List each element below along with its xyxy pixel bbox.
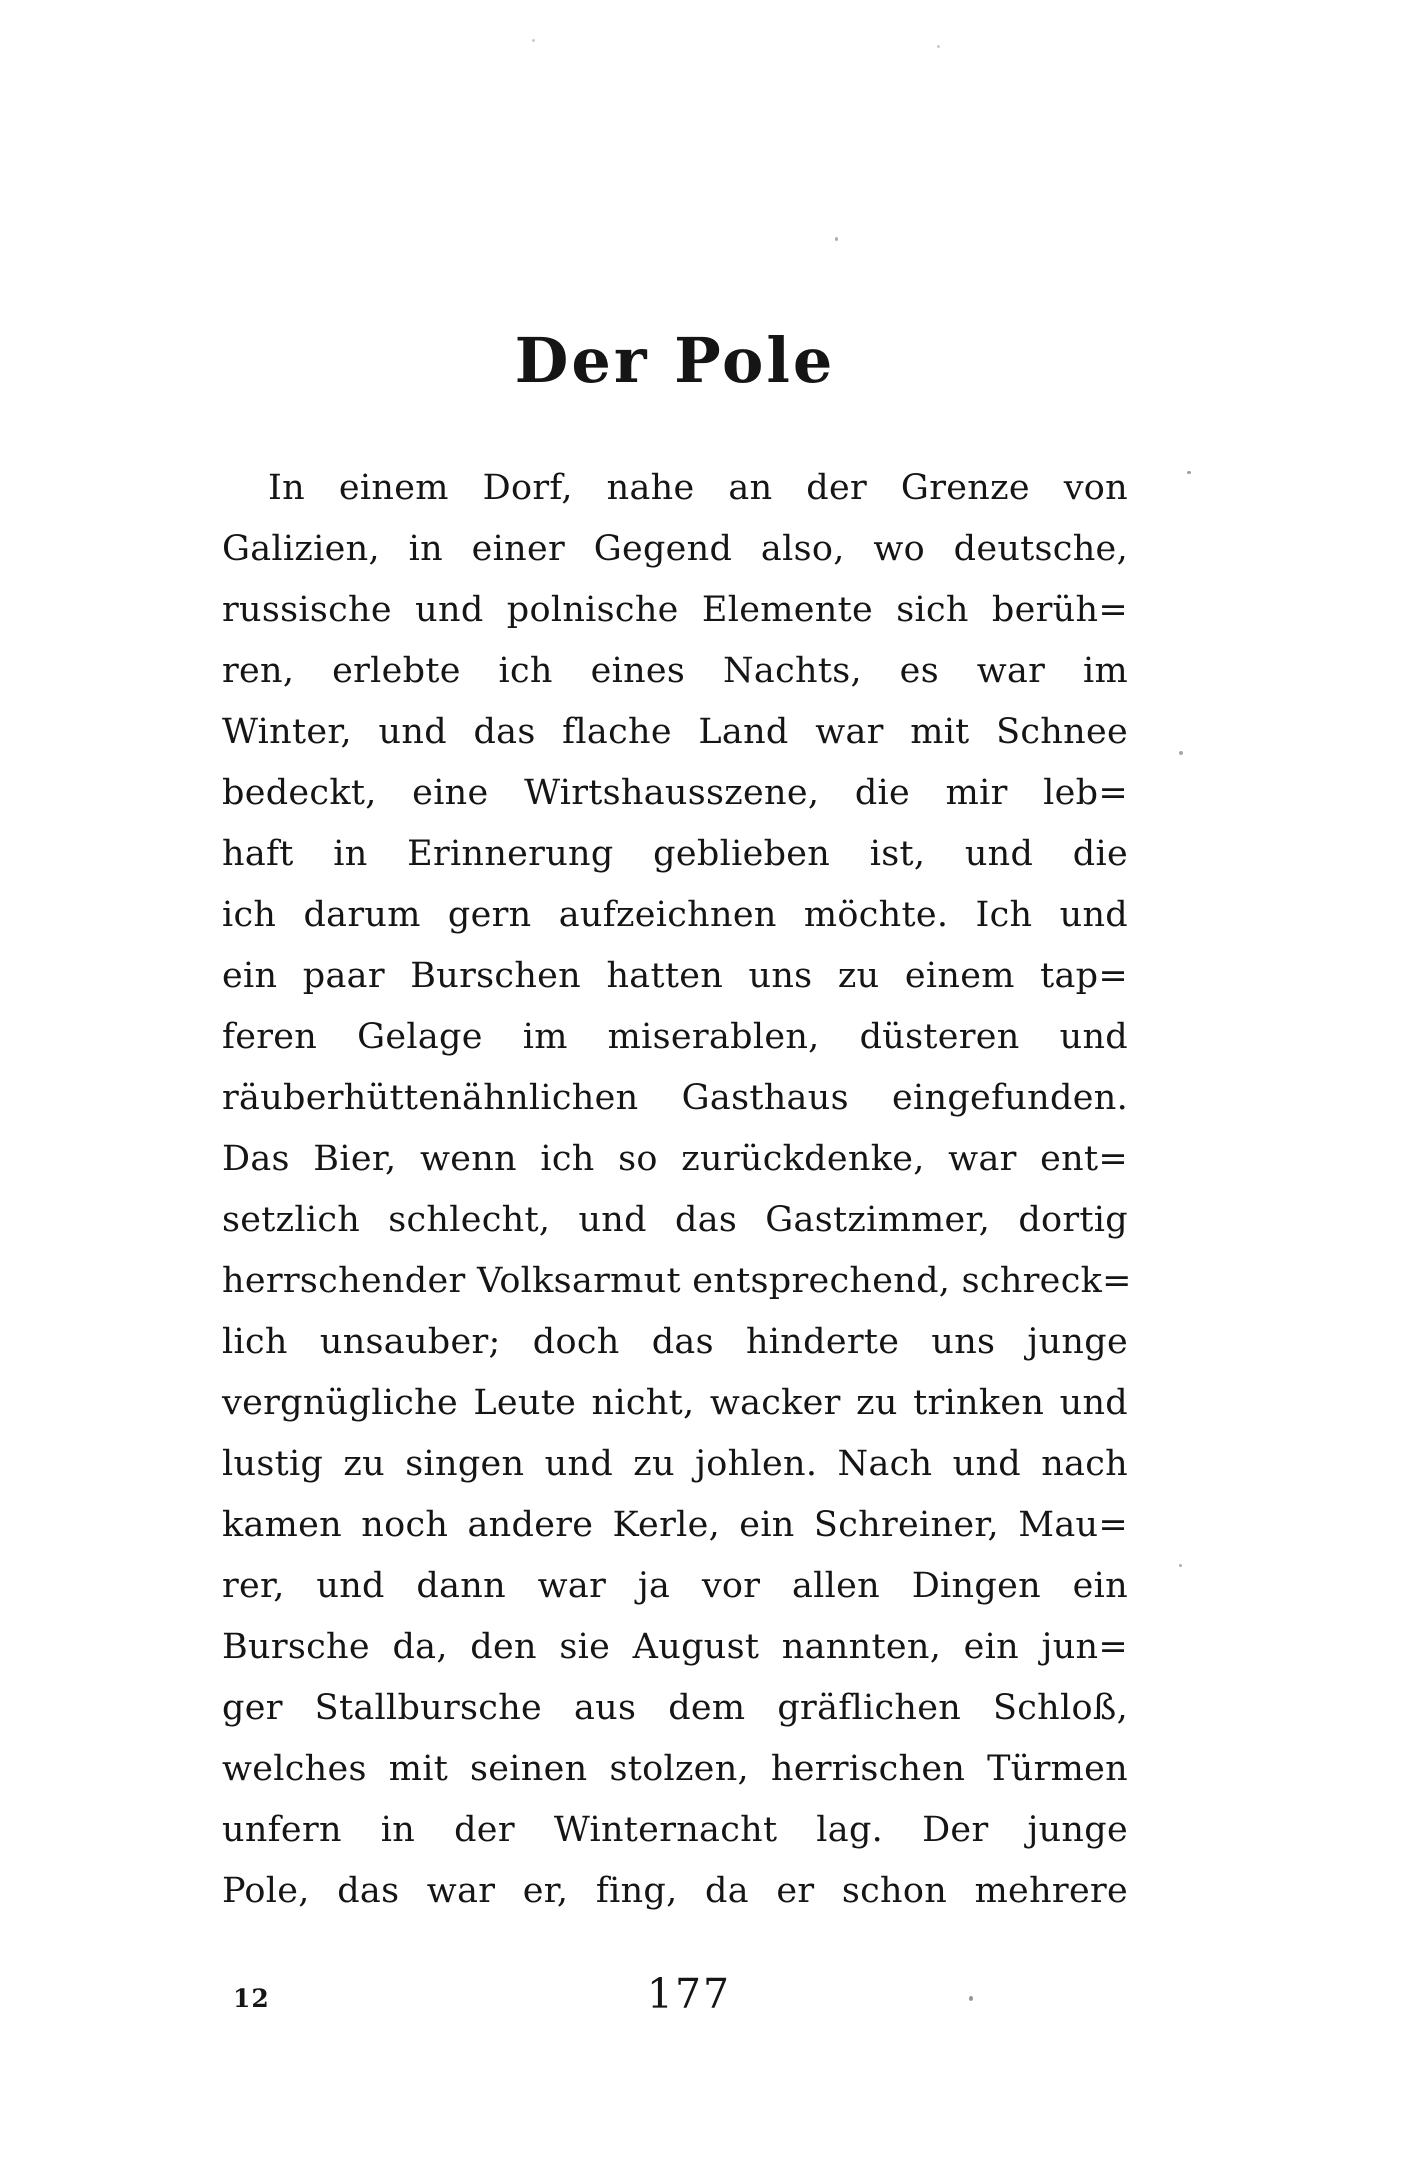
text-line: kamen noch andere Kerle, ein Schreiner, Mau= [222, 1505, 1128, 1545]
text-line: russische und polnische Elemente sich berüh= [222, 590, 1128, 630]
text-line: haft in Erinnerung geblieben ist, und die [222, 834, 1128, 874]
text-line: welches mit seinen stolzen, herrischen Türmen [222, 1749, 1128, 1789]
text-line: In einem Dorf, nahe an der Grenze von [268, 468, 1128, 508]
text-line: setzlich schlecht, und das Gastzimmer, dortig [222, 1200, 1128, 1240]
text-line: herrschender Volksarmut entsprechend, schreck= [222, 1261, 1132, 1301]
scan-speck [1187, 471, 1191, 474]
text-line: Winter, und das flache Land war mit Schnee [222, 712, 1128, 752]
scan-speck [937, 45, 940, 48]
text-line: ein paar Burschen hatten uns zu einem tap= [222, 956, 1128, 996]
scan-speck [835, 237, 838, 241]
text-line: bedeckt, eine Wirtshausszene, die mir leb= [222, 773, 1128, 813]
text-line: Galizien, in einer Gegend also, wo deutsche, [222, 529, 1128, 569]
text-line: vergnügliche Leute nicht, wacker zu trinken und [222, 1383, 1128, 1423]
text-line: Bursche da, den sie August nannten, ein jun= [222, 1627, 1128, 1667]
page-number: 177 [646, 1970, 732, 2018]
text-line: lustig zu singen und zu johlen. Nach und nach [222, 1444, 1128, 1484]
text-line: ger Stallbursche aus dem gräflichen Schloß, [222, 1688, 1128, 1728]
text-line: ren, erlebte ich eines Nachts, es war im [222, 651, 1128, 691]
text-line: Pole, das war er, fing, da er schon mehrere [222, 1871, 1128, 1911]
text-line: rer, und dann war ja vor allen Dingen ein [222, 1566, 1128, 1606]
scan-speck [532, 39, 535, 42]
scan-speck [1179, 751, 1183, 755]
text-line: unfern in der Winternacht lag. Der junge [222, 1810, 1128, 1850]
body-text [222, 458, 1132, 1922]
signature-mark: 12 [233, 1984, 270, 2013]
text-line: Das Bier, wenn ich so zurückdenke, war ent= [222, 1139, 1128, 1179]
page-title: Der Pole [514, 324, 836, 397]
text-line: lich unsauber; doch das hinderte uns junge [222, 1322, 1128, 1362]
text-line: räuberhüttenähnlichen Gasthaus eingefunden. [222, 1078, 1128, 1118]
footer [222, 1970, 1156, 2018]
text-line: ich darum gern aufzeichnen möchte. Ich und [222, 895, 1128, 935]
scan-speck [969, 1996, 973, 2001]
text-line: feren Gelage im miserablen, düsteren und [222, 1017, 1128, 1057]
scan-speck [1179, 1564, 1182, 1567]
